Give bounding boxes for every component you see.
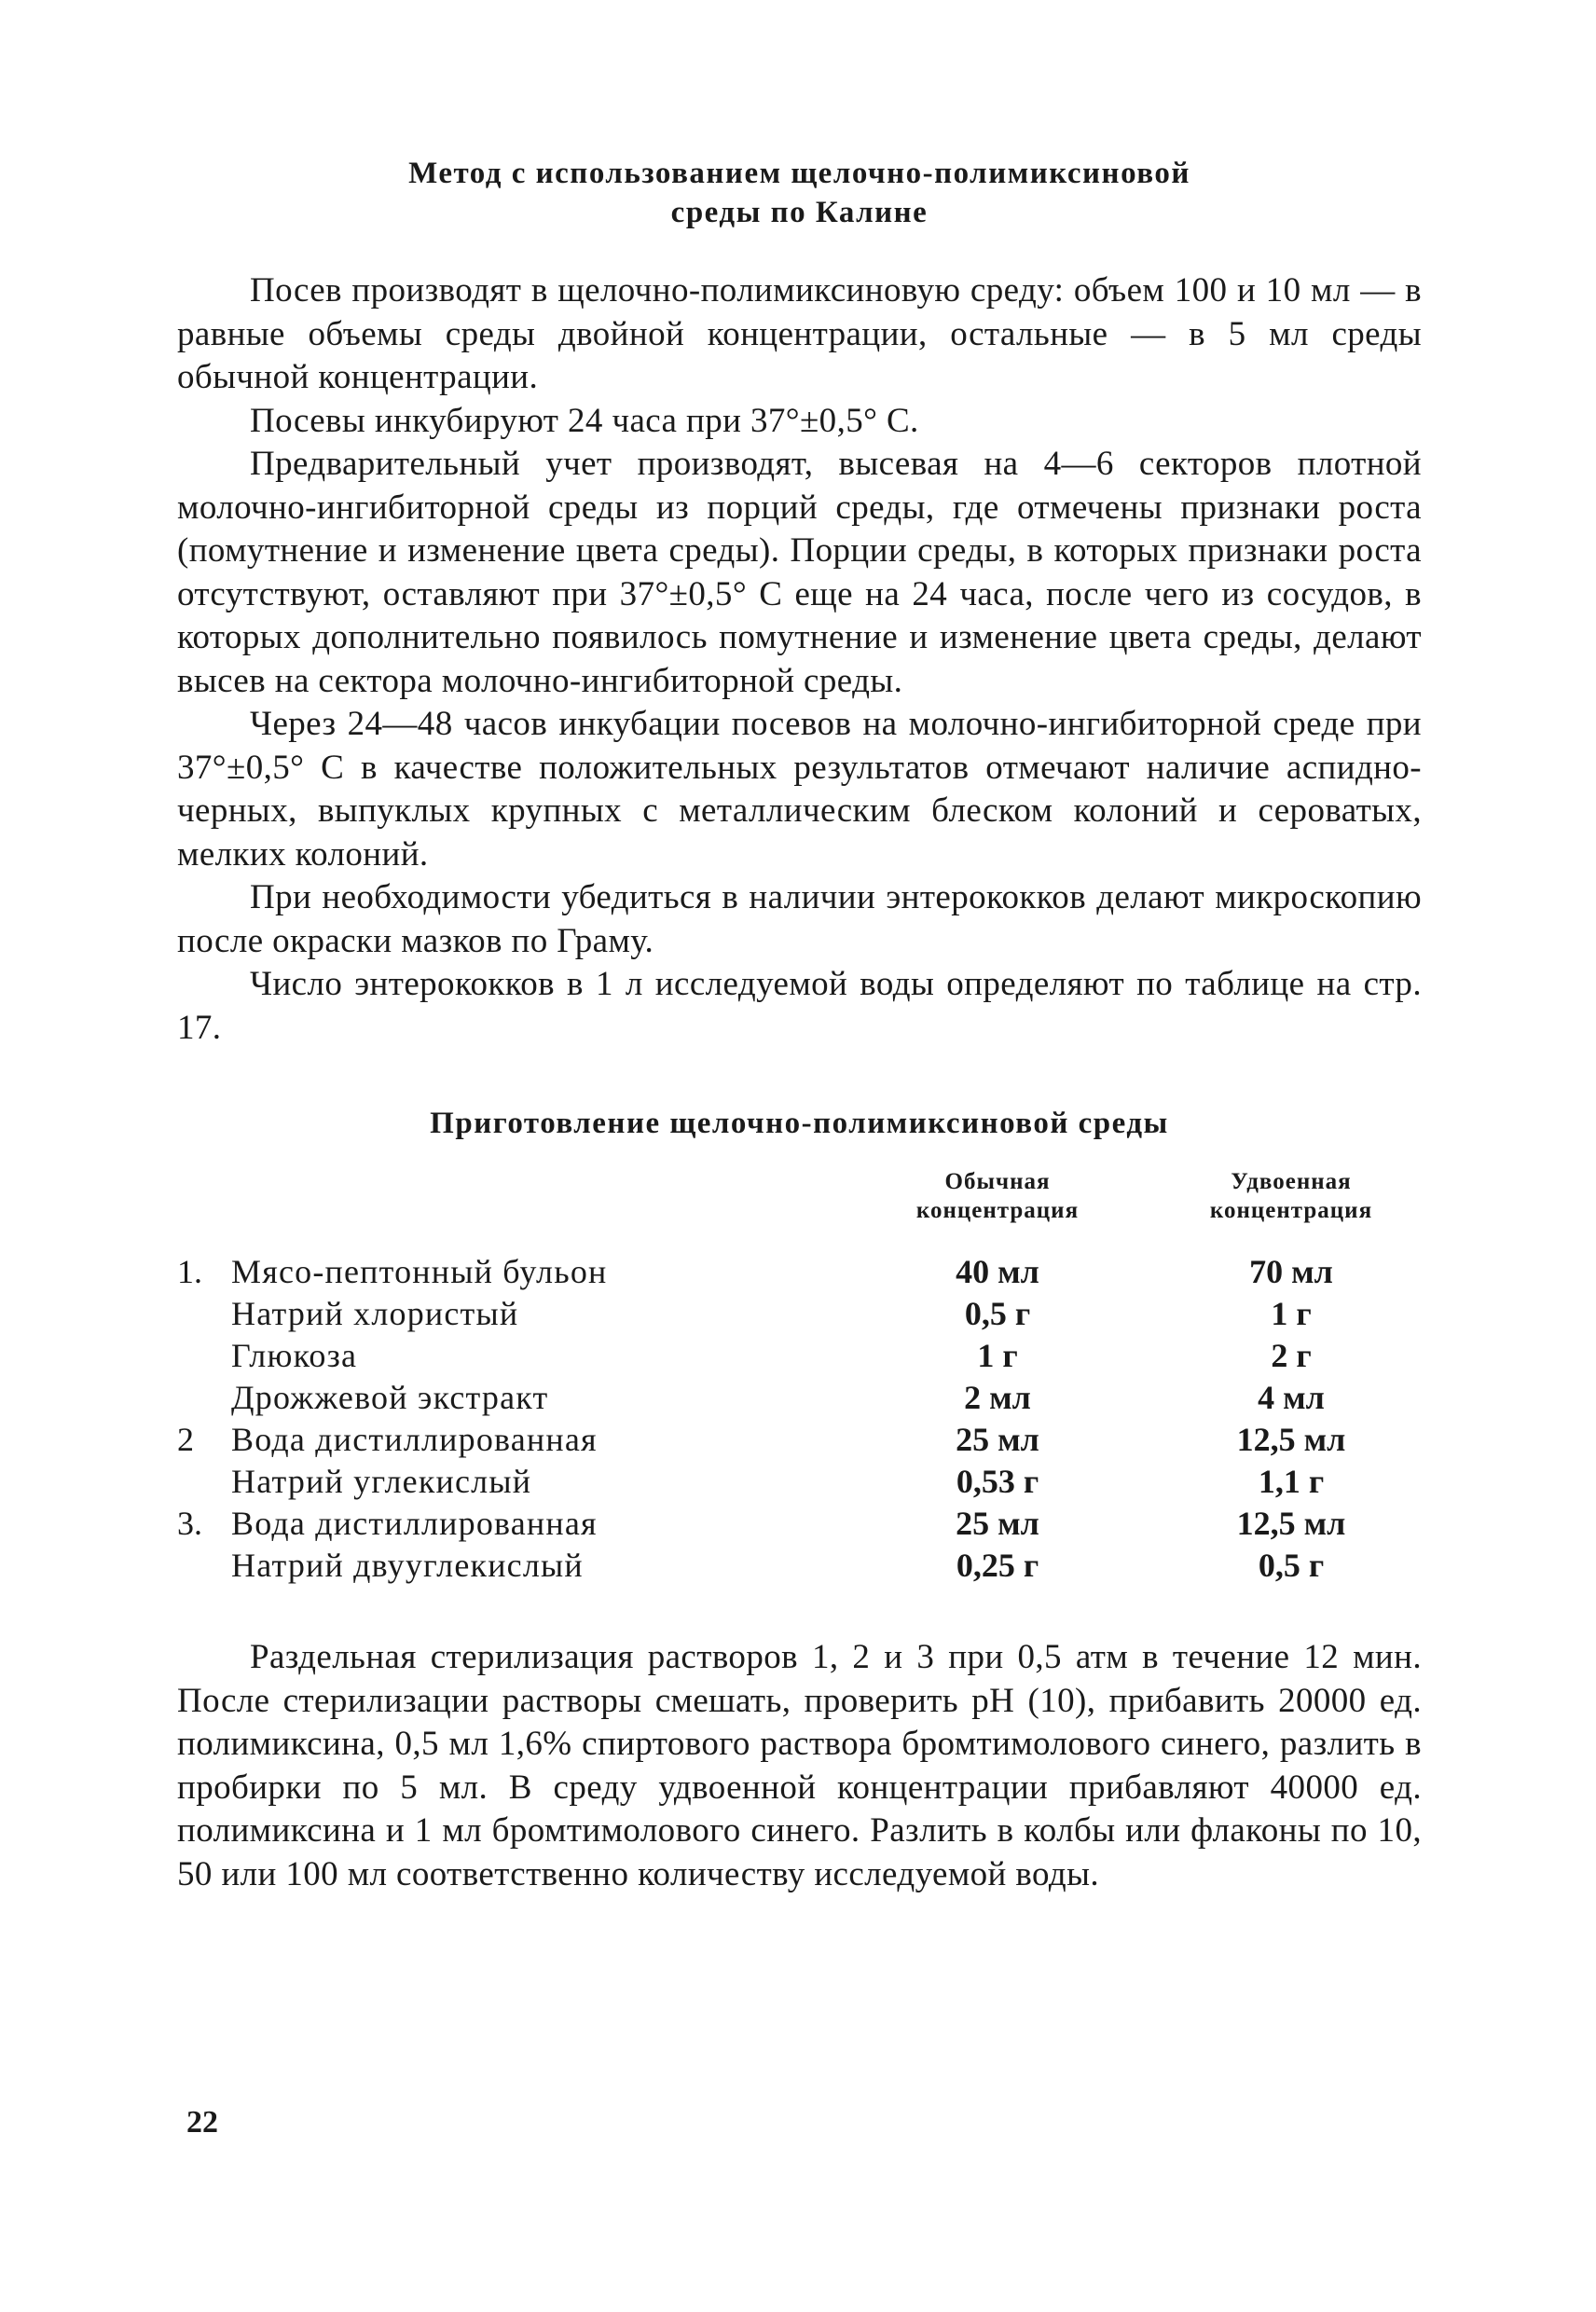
table-row	[177, 1419, 1422, 1461]
paragraph-preliminary-count: Предварительный учет производят, высевая на 4—6 секторов плотной молочно-ингибиторной среды из порций среды, где отмечены признаки роста (помутнение и изменение цвета среды). Порции среды, в которых признаки роста отсутствуют, оставляют при 37°±0,5° С еще на 24 часа, после чего из сосудов, в которых дополнительно появилось помутнение и изменение цвета среды, делают высев на сектора молочно-ингибиторной среды.	[177, 445, 1422, 700]
normal-amount: 25 мл	[956, 1505, 1039, 1542]
normal-amount: 0,5 г	[964, 1295, 1031, 1332]
ingredient-name: Натрий двууглекислый	[231, 1547, 584, 1584]
ingredient-name: Глюкоза	[231, 1337, 358, 1374]
paragraph-count-table: Число энтерококков в 1 л исследуемой воды определяют по таблице на стр. 17.	[177, 965, 1422, 1047]
paragraph-microscopy: При необходимости убедиться в наличии энтерококков делают микроскопию после окраски мазков по Граму.	[177, 878, 1422, 960]
recipe-rows	[177, 1251, 1422, 1587]
column-header-double	[1161, 1167, 1422, 1225]
row-number: 3.	[177, 1505, 202, 1542]
double-amount: 70 мл	[1249, 1253, 1333, 1290]
table-row	[177, 1503, 1422, 1545]
column-header-double-line1: Удвоенная	[1231, 1169, 1352, 1194]
column-header-double-line2: концентрация	[1209, 1198, 1373, 1223]
section-title-line1: Метод с использованием щелочно-полимиксиновой	[408, 157, 1190, 190]
paragraph-sterilization: Раздельная стерилизация растворов 1, 2 и 3 при 0,5 атм в течение 12 мин. После стерилизации растворы смешать, проверить рН (10), прибавить 20000 ед. полимиксина, 0,5 мл 1,6% спиртового раствора бромтимолового синего, разлить в пробирки по 5 мл. В среду удвоенной концентрации прибавляют 40000 ед. полимиксина и 1 мл бромтимолового синего. Разлить в колбы или флаконы по 10, 50 или 100 мл соответственно количеству исследуемой воды.	[177, 1638, 1422, 1893]
section-title-line2: среды по Калине	[670, 196, 929, 229]
double-amount: 1,1 г	[1258, 1463, 1325, 1500]
paragraph-incubation: Посевы инкубируют 24 часа при 37°±0,5° С.	[250, 401, 919, 440]
ingredient-name: Мясо-пептонный бульон	[231, 1253, 608, 1290]
table-row	[177, 1335, 1422, 1377]
ingredient-name: Дрожжевой экстракт	[231, 1379, 549, 1416]
column-header-normal	[867, 1167, 1128, 1225]
normal-amount: 0,25 г	[956, 1547, 1039, 1584]
ingredient-name: Вода дистиллированная	[231, 1421, 598, 1458]
row-number: 1.	[177, 1253, 202, 1290]
column-header-normal-line2: концентрация	[915, 1198, 1080, 1223]
normal-amount: 0,53 г	[956, 1463, 1039, 1500]
table-row	[177, 1293, 1422, 1335]
normal-amount: 1 г	[977, 1337, 1018, 1374]
table-row	[177, 1545, 1422, 1587]
normal-amount: 2 мл	[964, 1379, 1031, 1416]
double-amount: 1 г	[1271, 1295, 1312, 1332]
double-amount: 12,5 мл	[1236, 1421, 1346, 1458]
row-number: 2	[177, 1421, 194, 1458]
section-title-kalina-method	[177, 154, 1422, 232]
page-body	[177, 154, 1422, 1896]
ingredient-name: Натрий хлористый	[231, 1295, 519, 1332]
section-title-medium-preparation: Приготовление щелочно-полимиксиновой среды	[430, 1107, 1169, 1140]
column-header-normal-line1: Обычная	[944, 1169, 1051, 1194]
paragraph-results: Через 24—48 часов инкубации посевов на молочно-ингибиторной среде при 37°±0,5° С в качестве положительных результатов отмечают наличие аспидно-черных, выпуклых крупных с металлическим блеском колоний и сероватых, мелких колоний.	[177, 705, 1422, 874]
double-amount: 4 мл	[1258, 1379, 1325, 1416]
normal-amount: 25 мл	[956, 1421, 1039, 1458]
normal-amount: 40 мл	[956, 1253, 1039, 1290]
table-row	[177, 1251, 1422, 1293]
page-number: 22	[186, 2105, 218, 2140]
ingredient-name: Вода дистиллированная	[231, 1505, 598, 1542]
recipe-table	[177, 1167, 1422, 1610]
ingredient-name: Натрий углекислый	[231, 1463, 532, 1500]
double-amount: 12,5 мл	[1236, 1505, 1346, 1542]
double-amount: 0,5 г	[1258, 1547, 1325, 1584]
paragraph-inoculation: Посев производят в щелочно-полимиксиновую среду: объем 100 и 10 мл — в равные объемы среды двойной концентрации, остальные — в 5 мл среды обычной концентрации.	[177, 271, 1422, 396]
table-row	[177, 1461, 1422, 1503]
table-row	[177, 1377, 1422, 1419]
double-amount: 2 г	[1271, 1337, 1312, 1374]
